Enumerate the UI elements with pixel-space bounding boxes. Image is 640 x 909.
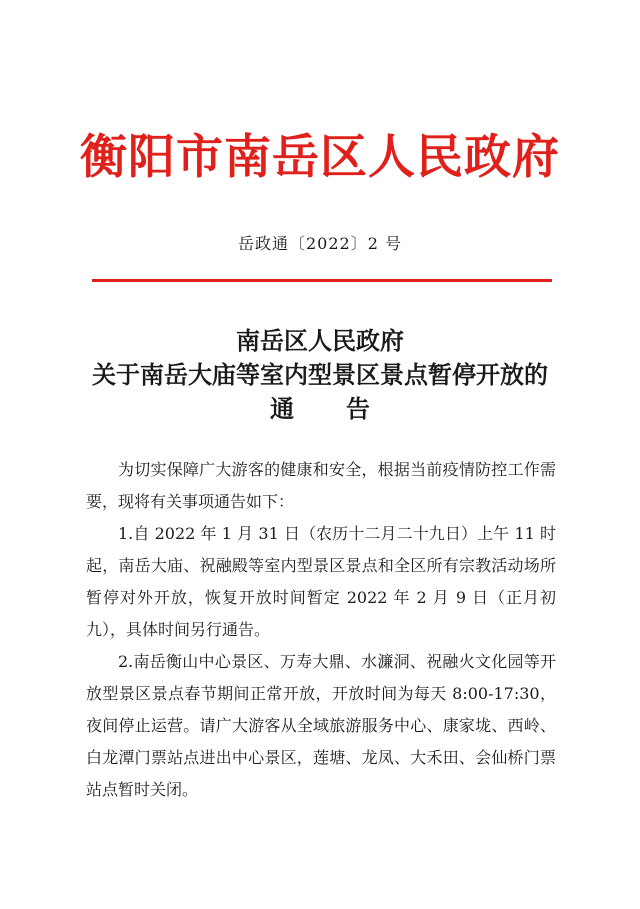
red-divider-line [92,279,552,282]
item-1-paragraph: 1.自 2022 年 1 月 31 日（农历十二月二十九日）上午 11 时起，南岳大庙、祝融殿等室内型景区景点和全区所有宗教活动场所暂停对外开放，恢复开放时间暂定 2022 年 2 月 9 日（正月初九），具体时间另行通告。 [86,524,556,639]
document-number: 岳政通〔2022〕2 号 [238,234,402,253]
title-line-3: 通告 [270,394,422,423]
notice-body [86,454,556,806]
title-line-2: 关于南岳大庙等室内型景区景点暂停开放的 [92,360,548,389]
notice-title [0,324,640,426]
item-2-paragraph: 2.南岳衡山中心景区、万寿大鼎、水濂洞、祝融火文化园等开放型景区景点春节期间正常开放，开放时间为每天 8:00-17:30，夜间停止运营。请广大游客从全域旅游服务中心、康家垅、西岭、白龙潭门票站点进出中心景区，莲塘、龙凤、大禾田、会仙桥门票站点暂时关闭。 [86,652,556,799]
issuer-header: 衡阳市南岳区人民政府 [80,130,560,185]
intro-paragraph: 为切实保障广大游客的健康和安全，根据当前疫情防控工作需要，现将有关事项通告如下： [86,460,556,511]
title-line-1: 南岳区人民政府 [236,326,404,355]
